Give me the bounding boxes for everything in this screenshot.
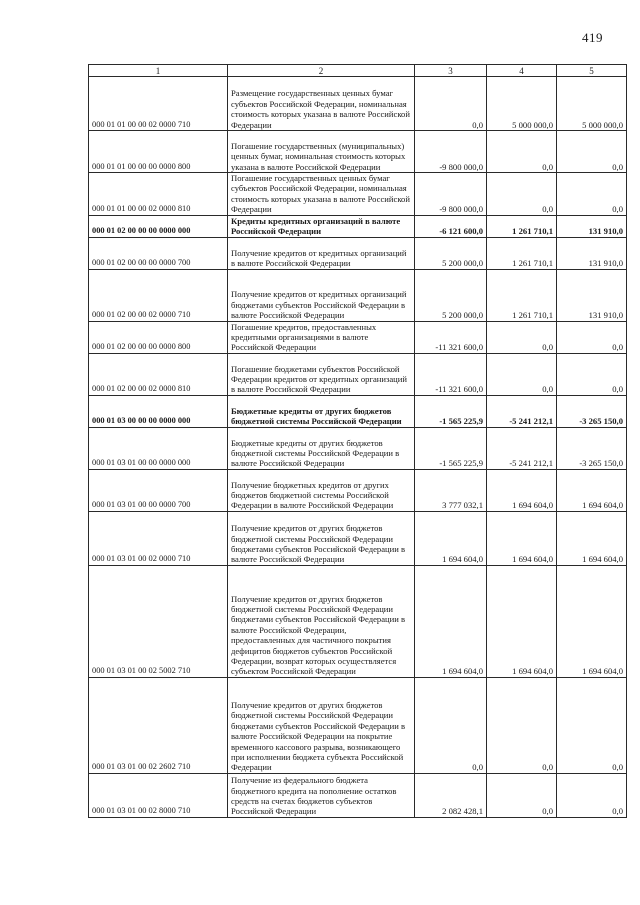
value-col5-cell: 131 910,0 — [557, 269, 627, 321]
table-row — [89, 237, 627, 269]
table-row — [89, 677, 627, 773]
value-col5-cell: 1 694 604,0 — [557, 511, 627, 565]
budget-code-cell: 000 01 03 01 00 02 8000 710 — [89, 773, 228, 817]
budget-code-cell: 000 01 03 01 00 02 0000 710 — [89, 511, 228, 565]
row-name-cell: Получение из федерального бюджета бюджетного кредита на пополнение остатков средств на счетах бюджетов субъектов Российской Федерации — [228, 773, 415, 817]
value-col3-cell: 1 694 604,0 — [415, 511, 487, 565]
column-header: 1 — [89, 65, 228, 77]
table-row — [89, 511, 627, 565]
budget-table — [88, 64, 627, 818]
row-name-cell: Погашение государственных (муниципальных) ценных бумаг, номинальная стоимость которых указана в валюте Российской Федерации — [228, 131, 415, 173]
row-name-cell: Размещение государственных ценных бумаг субъектов Российской Федерации, номинальная стоимость которых указана в валюте Российской Федерации — [228, 77, 415, 131]
value-col3-cell: 0,0 — [415, 677, 487, 773]
value-col3-cell: 3 777 032,1 — [415, 469, 487, 511]
table-row — [89, 469, 627, 511]
value-col3-cell: -9 800 000,0 — [415, 173, 487, 216]
value-col3-cell: 5 200 000,0 — [415, 237, 487, 269]
table-row — [89, 215, 627, 237]
value-col5-cell: 1 694 604,0 — [557, 469, 627, 511]
table-row — [89, 131, 627, 173]
table-row — [89, 269, 627, 321]
column-header: 2 — [228, 65, 415, 77]
value-col5-cell: 0,0 — [557, 677, 627, 773]
value-col5-cell: 5 000 000,0 — [557, 77, 627, 131]
row-name-cell: Погашение государственных ценных бумаг субъектов Российской Федерации, номинальная стоимость которых указана в валюте Российской Федерации — [228, 173, 415, 216]
value-col3-cell: 2 082 428,1 — [415, 773, 487, 817]
row-name-cell: Получение кредитов от кредитных организаций бюджетами субъектов Российской Федерации в валюте Российской Федерации — [228, 269, 415, 321]
value-col4-cell: 0,0 — [487, 353, 557, 395]
table-row — [89, 353, 627, 395]
value-col5-cell: 1 694 604,0 — [557, 565, 627, 677]
row-name-cell: Получение кредитов от других бюджетов бюджетной системы Российской Федерации бюджетами субъектов Российской Федерации в валюте Российской Федерации на покрытие временного кассового разрыва, возникающего при исполнении бюджета субъекта Российской Федерации — [228, 677, 415, 773]
value-col4-cell: 1 261 710,1 — [487, 215, 557, 237]
row-name-cell: Бюджетные кредиты от других бюджетов бюджетной системы Российской Федерации в валюте Российской Федерации — [228, 427, 415, 469]
value-col5-cell: -3 265 150,0 — [557, 427, 627, 469]
budget-code-cell: 000 01 03 00 00 00 0000 000 — [89, 395, 228, 427]
value-col3-cell: -9 800 000,0 — [415, 131, 487, 173]
budget-code-cell: 000 01 02 00 00 00 0000 800 — [89, 321, 228, 353]
value-col4-cell: 0,0 — [487, 677, 557, 773]
table-row — [89, 773, 627, 817]
value-col4-cell: 1 694 604,0 — [487, 565, 557, 677]
value-col5-cell: 0,0 — [557, 321, 627, 353]
column-header: 4 — [487, 65, 557, 77]
value-col3-cell: -6 121 600,0 — [415, 215, 487, 237]
budget-code-cell: 000 01 02 00 00 00 0000 700 — [89, 237, 228, 269]
value-col5-cell: 131 910,0 — [557, 215, 627, 237]
row-name-cell: Получение кредитов от других бюджетов бюджетной системы Российской Федерации бюджетами субъектов Российской Федерации в валюте Российской Федерации, предоставленных для частичного покрытия дефицитов бюджетов субъектов Российской Федерации, возврат которых осуществляется субъектом Российской Федерации — [228, 565, 415, 677]
row-name-cell: Получение кредитов от других бюджетов бюджетной системы Российской Федерации бюджетами субъектов Российской Федерации в валюте Российской Федерации — [228, 511, 415, 565]
value-col5-cell: 131 910,0 — [557, 237, 627, 269]
row-name-cell: Получение кредитов от кредитных организаций в валюте Российской Федерации — [228, 237, 415, 269]
row-name-cell: Погашение бюджетами субъектов Российской Федерации кредитов от кредитных организаций в валюте Российской Федерации — [228, 353, 415, 395]
budget-code-cell: 000 01 03 01 00 02 2602 710 — [89, 677, 228, 773]
table-row — [89, 321, 627, 353]
budget-code-cell: 000 01 03 01 00 02 5002 710 — [89, 565, 228, 677]
value-col4-cell: 5 000 000,0 — [487, 77, 557, 131]
page-number: 419 — [582, 30, 603, 45]
value-col4-cell: -5 241 212,1 — [487, 427, 557, 469]
value-col3-cell: 0,0 — [415, 77, 487, 131]
value-col5-cell: 0,0 — [557, 353, 627, 395]
value-col3-cell: -11 321 600,0 — [415, 353, 487, 395]
budget-code-cell: 000 01 03 01 00 00 0000 700 — [89, 469, 228, 511]
column-header: 3 — [415, 65, 487, 77]
row-name-cell: Погашение кредитов, предоставленных кредитными организациями в валюте Российской Федерации — [228, 321, 415, 353]
value-col4-cell: 1 261 710,1 — [487, 237, 557, 269]
header-row — [89, 65, 627, 77]
budget-code-cell: 000 01 01 00 00 00 0000 800 — [89, 131, 228, 173]
value-col4-cell: 1 694 604,0 — [487, 469, 557, 511]
value-col4-cell: 0,0 — [487, 131, 557, 173]
value-col5-cell: 0,0 — [557, 173, 627, 216]
row-name-cell: Получение бюджетных кредитов от других бюджетов бюджетной системы Российской Федерации в валюте Российской Федерации — [228, 469, 415, 511]
value-col3-cell: -1 565 225,9 — [415, 395, 487, 427]
value-col3-cell: -1 565 225,9 — [415, 427, 487, 469]
table-row — [89, 77, 627, 131]
budget-code-cell: 000 01 02 00 00 02 0000 810 — [89, 353, 228, 395]
value-col5-cell: -3 265 150,0 — [557, 395, 627, 427]
value-col4-cell: 0,0 — [487, 773, 557, 817]
column-header: 5 — [557, 65, 627, 77]
value-col3-cell: -11 321 600,0 — [415, 321, 487, 353]
row-name-cell: Бюджетные кредиты от других бюджетов бюджетной системы Российской Федерации — [228, 395, 415, 427]
value-col4-cell: 1 261 710,1 — [487, 269, 557, 321]
budget-code-cell: 000 01 02 00 00 00 0000 000 — [89, 215, 228, 237]
table-row — [89, 427, 627, 469]
value-col3-cell: 1 694 604,0 — [415, 565, 487, 677]
value-col4-cell: 0,0 — [487, 173, 557, 216]
value-col5-cell: 0,0 — [557, 773, 627, 817]
budget-code-cell: 000 01 02 00 00 02 0000 710 — [89, 269, 228, 321]
value-col4-cell: 1 694 604,0 — [487, 511, 557, 565]
budget-code-cell: 000 01 01 00 00 02 0000 810 — [89, 173, 228, 216]
table-row — [89, 565, 627, 677]
table-row — [89, 173, 627, 216]
value-col5-cell: 0,0 — [557, 131, 627, 173]
value-col4-cell: -5 241 212,1 — [487, 395, 557, 427]
budget-code-cell: 000 01 01 00 00 02 0000 710 — [89, 77, 228, 131]
value-col4-cell: 0,0 — [487, 321, 557, 353]
budget-code-cell: 000 01 03 01 00 00 0000 000 — [89, 427, 228, 469]
value-col3-cell: 5 200 000,0 — [415, 269, 487, 321]
table-row — [89, 395, 627, 427]
row-name-cell: Кредиты кредитных организаций в валюте Российской Федерации — [228, 215, 415, 237]
